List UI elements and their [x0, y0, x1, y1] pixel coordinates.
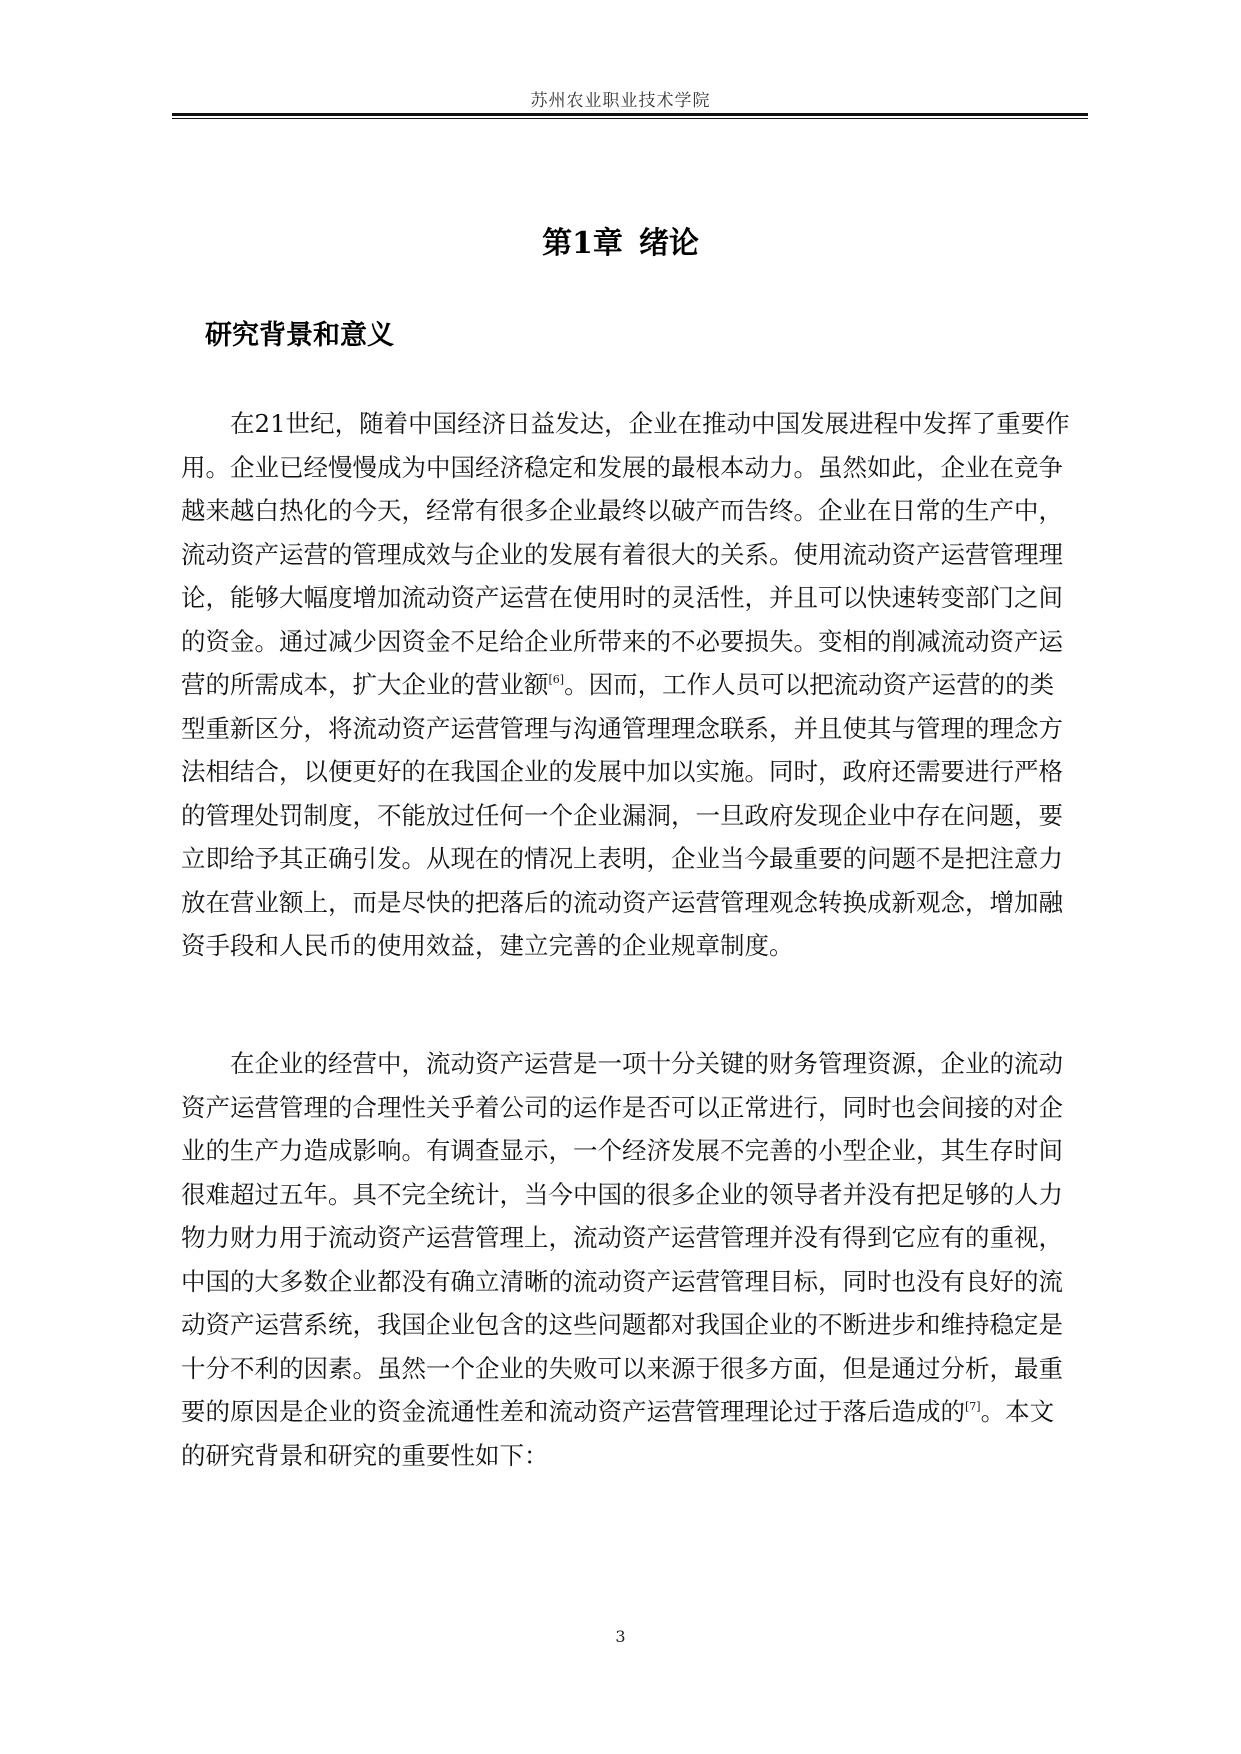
running-header: 苏州农业职业技术学院 — [530, 91, 711, 111]
text-line: 在企业的经营中，流动资产运营是一项十分关键的财务管理资源，企业的流动 — [230, 1049, 1063, 1078]
chapter-number: 第1章 — [542, 226, 623, 261]
text-line: 很难超过五年。具不完全统计，当今中国的很多企业的领导者并没有把足够的人力 — [181, 1179, 1063, 1209]
text-fragment: 营的所需成本，扩大企业的营业额 — [181, 670, 549, 699]
text-line: 立即给予其正确引发。从现在的情况上表明，企业当今最重要的问题不是把注意力 — [181, 844, 1063, 873]
text-fragment: 。本文 — [980, 1397, 1055, 1426]
page-number: 3 — [615, 1627, 626, 1646]
text-line: 中国的大多数企业都没有确立清晰的流动资产运营管理目标，同时也没有良好的流 — [181, 1266, 1063, 1296]
text-line: 放在营业额上，而是尽快的把落后的流动资产运营管理观念转换成新观念，增加融 — [181, 887, 1063, 917]
citation-marker: [7] — [965, 1400, 981, 1413]
header-rule-thin — [172, 118, 1088, 119]
text-line: 物力财力用于流动资产运营管理上，流动资产运营管理并没有得到它应有的重视， — [181, 1223, 1063, 1252]
section-title: 研究背景和意义 — [205, 320, 394, 351]
text-line: 在21世纪，随着中国经济日益发达，企业在推动中国发展进程中发挥了重要作 — [230, 409, 1070, 438]
text-line: 的研究背景和研究的重要性如下： — [181, 1440, 549, 1470]
text-line: 型重新区分，将流动资产运营管理与沟通管理理念联系，并且使其与管理的理念方 — [181, 713, 1063, 743]
text-line: 流动资产运营的管理成效与企业的发展有着很大的关系。使用流动资产运营管理理 — [181, 539, 1063, 569]
text-line: 用。企业已经慢慢成为中国经济稳定和发展的最根本动力。虽然如此，企业在竞争 — [181, 452, 1063, 482]
text-fragment: 。因而，工作人员可以把流动资产运营的的类 — [564, 670, 1055, 699]
text-line: 的管理处罚制度，不能放过任何一个企业漏洞，一旦政府发现企业中存在问题，要 — [181, 800, 1063, 830]
text-line: 论，能够大幅度增加流动资产运营在使用时的灵活性，并且可以快速转变部门之间 — [181, 583, 1063, 612]
text-line: 越来越白热化的今天，经常有很多企业最终以破产而告终。企业在日常的生产中， — [181, 496, 1063, 525]
text-line: 的资金。通过减少因资金不足给企业所带来的不必要损失。变相的削减流动资产运 — [181, 626, 1063, 656]
text-line: 资产运营管理的合理性关乎着公司的运作是否可以正常进行，同时也会间接的对企 — [181, 1092, 1063, 1122]
paragraph-2 — [181, 1042, 1071, 1477]
text-line: 十分不利的因素。虽然一个企业的失败可以来源于很多方面，但是通过分析，最重 — [181, 1353, 1063, 1383]
text-line: 动资产运营系统，我国企业包含的这些问题都对我国企业的不断进步和维持稳定是 — [181, 1310, 1063, 1339]
text-fragment: 要的原因是企业的资金流通性差和流动资产运营管理理论过于落后造成的 — [181, 1397, 965, 1426]
text-line: 业的生产力造成影响。有调查显示，一个经济发展不完善的小型企业，其生存时间 — [181, 1136, 1063, 1165]
chapter-name: 绪论 — [638, 226, 699, 261]
header-rule-thick — [172, 113, 1088, 116]
text-line-with-citation — [181, 1390, 1071, 1434]
citation-marker: [6] — [548, 673, 565, 686]
text-line: 资手段和人民币的使用效益，建立完善的企业规章制度。 — [181, 931, 794, 960]
chapter-title — [0, 224, 1241, 264]
paragraph-1 — [181, 402, 1071, 968]
text-line: 法相结合，以便更好的在我国企业的发展中加以实施。同时，政府还需要进行严格 — [181, 757, 1063, 786]
text-line-with-citation — [181, 663, 1071, 707]
